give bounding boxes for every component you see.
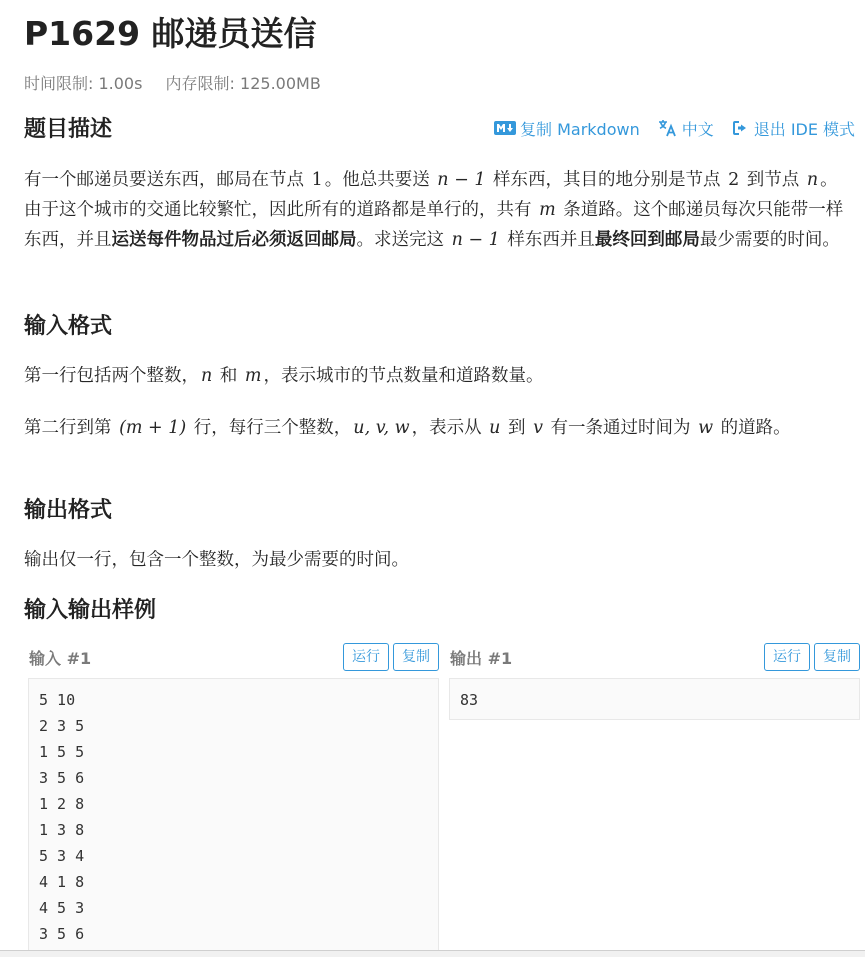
- input-format-line1: [24, 361, 854, 391]
- code-line: 3 5 6: [39, 925, 85, 943]
- run-button[interactable]: 运行: [343, 643, 389, 671]
- sample-input-box[interactable]: [28, 678, 439, 950]
- section-title-samples: 输入输出样例: [24, 598, 157, 623]
- language-label: 中文: [681, 119, 714, 139]
- exit-ide-label: 退出 IDE 模式: [753, 119, 856, 139]
- math: w: [698, 418, 714, 438]
- math: u, v, w: [353, 418, 410, 438]
- text: 和: [214, 366, 243, 386]
- code-line: 5 3 4: [39, 847, 85, 865]
- sample-output-box[interactable]: [449, 678, 860, 720]
- code-line: 83: [460, 691, 479, 709]
- copy-input-button[interactable]: 复制: [393, 643, 439, 671]
- text: 样东西并且: [501, 230, 595, 250]
- section-title-output: 输出格式: [24, 498, 113, 523]
- text: 样东西，其目的地分别是节点: [487, 170, 727, 190]
- sample-output-label: 输出 #1: [450, 648, 513, 668]
- sign-out-icon: [732, 120, 750, 136]
- code-line: 4 1 8: [39, 873, 85, 891]
- text: 有一条通过时间为: [544, 418, 697, 438]
- math: n: [806, 170, 819, 190]
- math: m: [539, 200, 556, 220]
- text: 最少需要的时间。: [699, 230, 840, 250]
- text: 第二行到第: [24, 418, 118, 438]
- page-title: P1629 邮递员送信: [24, 14, 317, 53]
- text: 有一个邮递员要送东西，邮局在节点: [24, 170, 310, 190]
- math: m: [244, 366, 262, 386]
- code-line: 5 10: [39, 691, 76, 709]
- text: 的道路。: [715, 418, 791, 438]
- description-text: [24, 165, 854, 255]
- math: n − 1: [437, 170, 486, 190]
- text: ，表示从: [411, 418, 488, 438]
- sample-output-header: [450, 644, 860, 670]
- code-line: 1 5 5: [39, 743, 85, 761]
- emphasis-text: 运送每件物品过后必须返回邮局: [111, 230, 357, 250]
- copy-output-button[interactable]: 复制: [814, 643, 860, 671]
- text: 行，每行三个整数，: [188, 418, 352, 438]
- problem-toolbar: [494, 115, 855, 141]
- text: ，表示城市的节点数量和道路数量。: [263, 366, 544, 386]
- memory-limit: 内存限制: 125.00MB: [165, 74, 321, 93]
- markdown-icon: [494, 121, 516, 135]
- math: (m + 1): [119, 418, 187, 438]
- window-bottom-edge: [0, 950, 865, 957]
- text: 第一行包括两个整数，: [24, 366, 199, 386]
- text: 到节点: [741, 170, 805, 190]
- section-title-description: 题目描述: [24, 117, 113, 142]
- code-line: 3 5 6: [39, 769, 85, 787]
- math: n: [201, 366, 213, 386]
- text: 到: [502, 418, 532, 438]
- sample-input-header: [29, 644, 439, 670]
- sample-output-actions: [760, 643, 860, 671]
- math: v: [533, 418, 543, 438]
- code-line: 4 5 3: [39, 899, 85, 917]
- emphasis-text: 最终回到邮局: [594, 230, 700, 250]
- input-format-line2: [24, 413, 854, 443]
- copy-markdown-button[interactable]: [494, 117, 640, 140]
- exit-ide-button[interactable]: [732, 117, 855, 140]
- code-line: 1 2 8: [39, 795, 85, 813]
- translate-icon: [658, 119, 678, 137]
- copy-markdown-label: 复制 Markdown: [520, 119, 640, 139]
- output-format-text: 输出仅一行，包含一个整数，为最少需要的时间。: [24, 550, 409, 570]
- sample-input-actions: [339, 643, 439, 671]
- code-line: 1 3 8: [39, 821, 85, 839]
- text: 。他总共要送: [324, 170, 436, 190]
- problem-limits: [24, 73, 339, 95]
- code-line: 2 3 5: [39, 717, 85, 735]
- text: 。求送完这: [356, 230, 450, 250]
- text: 。由于这个城市的交通比较繁忙，因此所有的道路都是单行的，共有: [24, 170, 838, 220]
- sample-input-label: 输入 #1: [29, 648, 92, 668]
- math: 1: [311, 170, 323, 190]
- section-title-input: 输入格式: [24, 314, 113, 339]
- math: n − 1: [451, 230, 500, 250]
- math: u: [489, 418, 501, 438]
- text: 条道路。这个邮递员每次只能带一样东西，并且: [24, 200, 844, 250]
- math: 2: [728, 170, 740, 190]
- language-chinese-button[interactable]: [658, 117, 714, 140]
- run-button[interactable]: 运行: [764, 643, 810, 671]
- time-limit: 时间限制: 1.00s: [24, 74, 143, 93]
